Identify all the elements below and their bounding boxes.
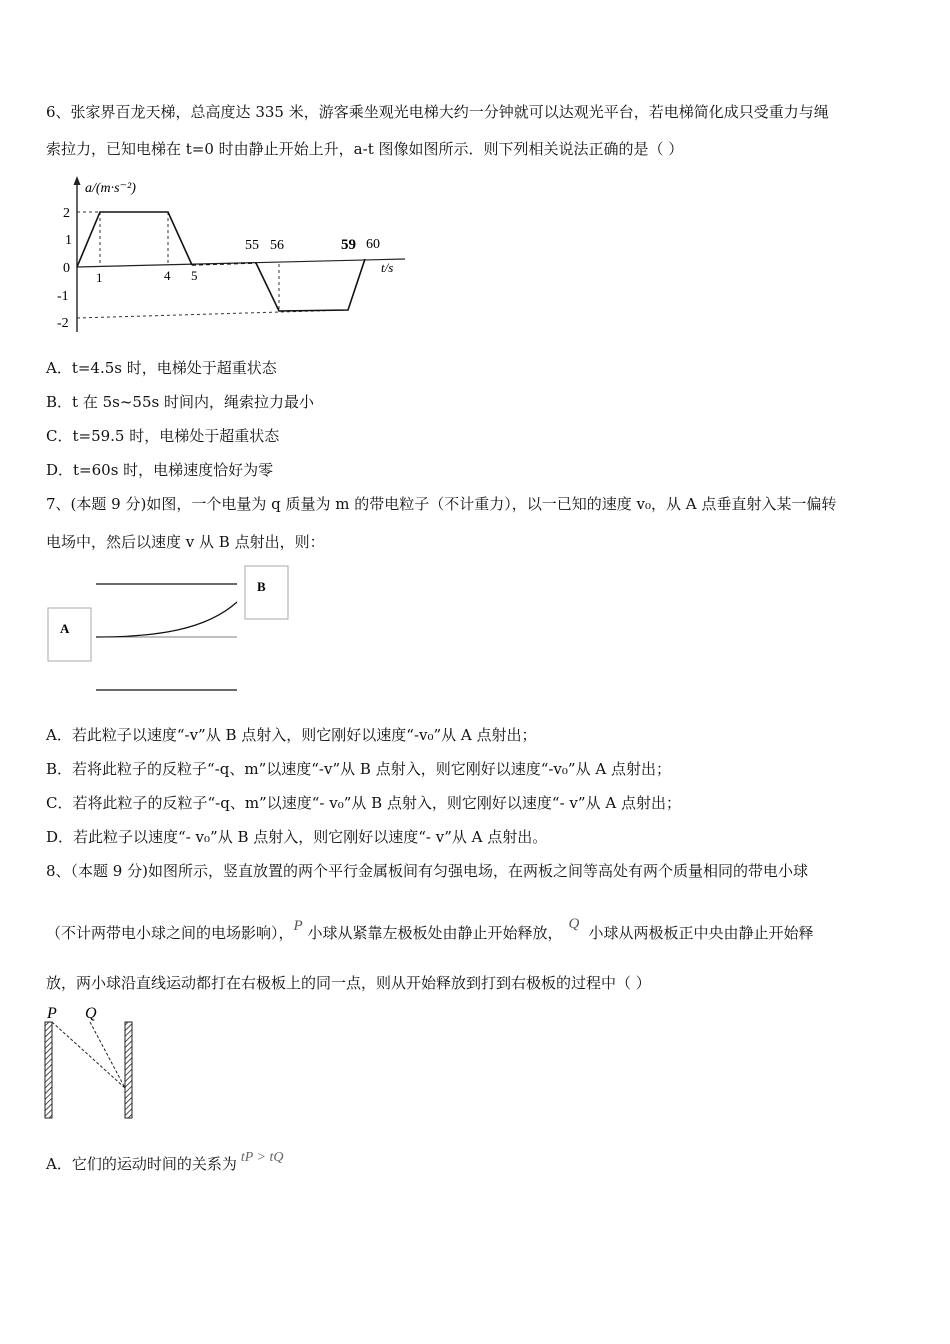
right-plate bbox=[125, 1022, 132, 1118]
x-tick-55: 55 bbox=[245, 238, 259, 253]
q8-stem-line2-part3: 小球从两极板正中央由静止开始释 bbox=[588, 924, 814, 942]
q8-stem-line2-part2: 小球从紧靠左极板处由静止开始释放， bbox=[307, 924, 563, 942]
label-p: P bbox=[47, 1005, 57, 1022]
at-series-positive bbox=[77, 212, 192, 267]
q-path bbox=[90, 1022, 125, 1088]
y-tick-2: 2 bbox=[63, 206, 70, 221]
x-tick-59: 59 bbox=[341, 237, 356, 253]
y-tick-1: 1 bbox=[65, 233, 72, 248]
label-q: Q bbox=[85, 1005, 97, 1022]
q6-stem-line1: 6、张家界百龙天梯，总高度达 335 米，游客乘坐观光电梯大约一分钟就可以达观光平台，若电梯简化成只受重力与绳 bbox=[46, 103, 829, 121]
p-path bbox=[52, 1022, 125, 1088]
q6-option-b: B．t 在 5s~55s 时间内，绳索拉力最小 bbox=[46, 393, 314, 411]
at-series-negative bbox=[256, 259, 365, 311]
particle-trajectory bbox=[96, 602, 237, 637]
q8-stem-line2-part1: （不计两带电小球之间的电场影响）， bbox=[46, 924, 294, 942]
q6-stem-line2: 索拉力，已知电梯在 t=0 时由静止开始上升，a-t 图像如图所示．则下列相关说法正确的是（ ） bbox=[46, 140, 684, 158]
deflection-field-figure bbox=[46, 562, 296, 698]
q7-option-c: C．若将此粒子的反粒子“-q、m”以速度“- v₀”从 B 点射入，则它刚好以速度“- v”从 A 点射出； bbox=[46, 794, 681, 812]
q7-option-d: D．若此粒子以速度“- v₀”从 B 点射入，则它刚好以速度“- v”从 A 点射出。 bbox=[46, 828, 548, 846]
y-axis-label: a/(m·s⁻²) bbox=[85, 181, 136, 196]
q6-option-a: A．t=4.5s 时，电梯处于超重状态 bbox=[46, 359, 277, 377]
q7-stem-line1: 7、(本题 9 分)如图，一个电量为 q 质量为 m 的带电粒子（不计重力），以一已知的速度 v₀，从 A 点垂直射入某一偏转 bbox=[46, 495, 837, 513]
at-graph bbox=[55, 172, 415, 342]
y-tick-neg2: -2 bbox=[57, 316, 69, 331]
q8-option-a-text: A．它们的运动时间的关系为 bbox=[46, 1155, 237, 1173]
p-symbol: P bbox=[293, 918, 303, 934]
time-relation-formula: tP > tQ bbox=[240, 1150, 284, 1165]
q-symbol: Q bbox=[568, 916, 580, 932]
x-tick-4: 4 bbox=[164, 268, 171, 283]
q6-option-d: D．t=60s 时，电梯速度恰好为零 bbox=[46, 461, 274, 479]
y-tick-neg1: -1 bbox=[57, 289, 69, 304]
point-b-label: B bbox=[257, 579, 266, 594]
q8-stem-line2 bbox=[46, 916, 814, 944]
q8-option-a bbox=[46, 1150, 284, 1176]
y-axis-arrow bbox=[74, 176, 81, 185]
x-tick-60: 60 bbox=[366, 237, 380, 252]
label-a-box bbox=[48, 608, 91, 661]
x-tick-1: 1 bbox=[96, 270, 103, 285]
x-axis-label: t/s bbox=[381, 260, 394, 275]
q7-option-a: A．若此粒子以速度“-v”从 B 点射入，则它刚好以速度“-v₀”从 A 点射出； bbox=[46, 726, 537, 744]
q6-option-c: C．t=59.5 时，电梯处于超重状态 bbox=[46, 427, 280, 445]
q8-stem-line3: 放，两小球沿直线运动都打在右极板上的同一点，则从开始释放到打到右极板的过程中（ ） bbox=[46, 974, 651, 992]
q8-stem-line1: 8、（本题 9 分)如图所示，竖直放置的两个平行金属板间有匀强电场，在两板之间等高处有两个质量相同的带电小球 bbox=[46, 862, 808, 880]
y-tick-0: 0 bbox=[63, 261, 70, 276]
point-a-label: A bbox=[60, 621, 70, 636]
left-plate bbox=[45, 1022, 52, 1118]
q7-option-b: B．若将此粒子的反粒子“-q、m”以速度“-v”从 B 点射入，则它刚好以速度“-v₀”从 A 点射出； bbox=[46, 760, 671, 778]
parallel-plates-figure bbox=[40, 1002, 150, 1124]
q7-stem-line2: 电场中，然后以速度 v 从 B 点射出，则： bbox=[46, 533, 325, 551]
x-tick-56: 56 bbox=[270, 238, 284, 253]
x-tick-5: 5 bbox=[191, 268, 198, 283]
label-b-box bbox=[245, 566, 288, 619]
